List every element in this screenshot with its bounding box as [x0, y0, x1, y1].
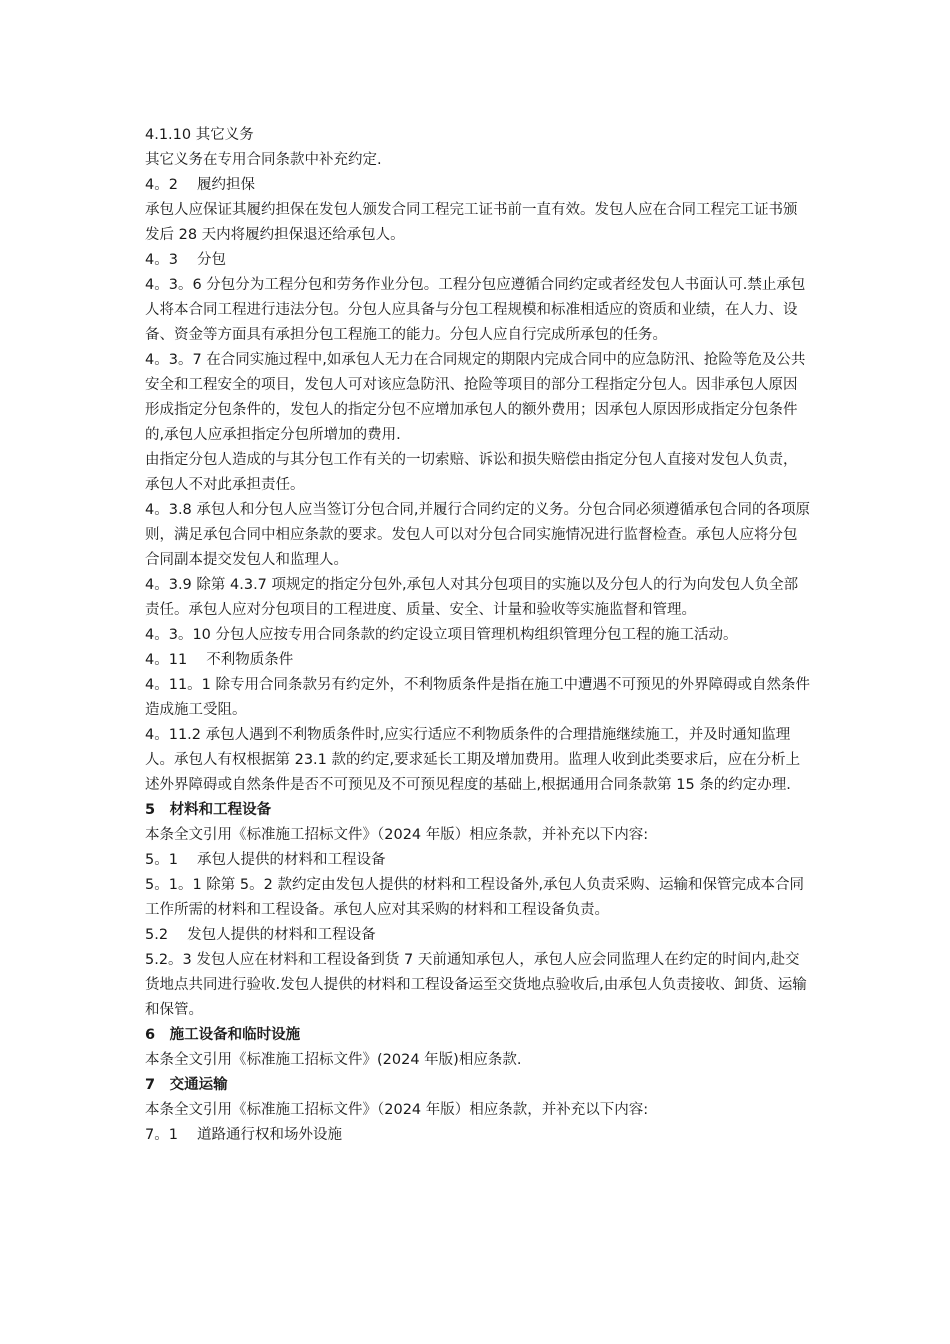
paragraph: 4。11.2 承包人遇到不利物质条件时,应实行适应不利物质条件的合理措施继续施工，并及时通知监理人。承包人有权根据第 23.1 款的约定,要求延长工期及增加费用。监理人收到此类要求后，应在分析上述外界障碍或自然条件是否不可预见及不可预见程度的基础上,根据通用合同条款第 15 条的约定办理. — [145, 727, 801, 793]
paragraph: 由指定分包人造成的与其分包工作有关的一切索赔、诉讼和损失赔偿由指定分包人直接对发包人负责，承包人不对此承担责任。 — [145, 452, 798, 493]
paragraph: 承包人应保证其履约担保在发包人颁发合同工程完工证书前一直有效。发包人应在合同工程完工证书颁发后 28 天内将履约担保退还给承包人。 — [145, 202, 798, 243]
paragraph: 4。3.9 除第 4.3.7 项规定的指定分包外,承包人对其分包项目的实施以及分包人的行为向发包人负全部责任。承包人应对分包项目的工程进度、质量、安全、计量和验收等实施监督和管理。 — [145, 577, 799, 618]
paragraph: 5。1。1 除第 5。2 款约定由发包人提供的材料和工程设备外,承包人负责采购、运输和保管完成本合同工作所需的材料和工程设备。承包人应对其采购的材料和工程设备负责。 — [145, 877, 805, 918]
paragraph: 4。2 履约担保 — [145, 177, 256, 193]
section-heading: 7 交通运输 — [145, 1077, 228, 1093]
paragraph: 4。11 不利物质条件 — [145, 652, 294, 668]
paragraph: 4。11。1 除专用合同条款另有约定外，不利物质条件是指在施工中遭遇不可预见的外界障碍或自然条件造成施工受阻。 — [145, 677, 811, 718]
paragraph: 本条全文引用《标准施工招标文件》（2024 年版）相应条款，并补充以下内容: — [145, 1102, 649, 1118]
paragraph: 5.2 发包人提供的材料和工程设备 — [145, 927, 376, 943]
paragraph: 4。3。6 分包分为工程分包和劳务作业分包。工程分包应遵循合同约定或者经发包人书面认可.禁止承包人将本合同工程进行违法分包。分包人应具备与分包工程规模和标准相适应的资质和业绩，在人力、设备、资金等方面具有承担分包工程施工的能力。分包人应自行完成所承包的任务。 — [145, 277, 806, 343]
section-heading: 6 施工设备和临时设施 — [145, 1027, 301, 1043]
paragraph: 5。1 承包人提供的材料和工程设备 — [145, 852, 386, 868]
section-heading: 5 材料和工程设备 — [145, 802, 272, 818]
paragraph: 4。3.8 承包人和分包人应当签订分包合同,并履行合同约定的义务。分包合同必须遵循承包合同的各项原则，满足承包合同中相应条款的要求。发包人可以对分包合同实施情况进行监督检查。承包人应将分包合同副本提交发包人和监理人。 — [145, 502, 810, 568]
paragraph: 4.1.10 其它义务 — [145, 127, 254, 143]
document-body — [145, 123, 810, 1148]
paragraph: 4。3 分包 — [145, 252, 227, 268]
paragraph: 5.2。3 发包人应在材料和工程设备到货 7 天前通知承包人，承包人应会同监理人在约定的时间内,赴交货地点共同进行验收.发包人提供的材料和工程设备运至交货地点验收后,由承包人负责接收、卸货、运输和保管。 — [145, 952, 807, 1018]
paragraph: 4。3。7 在合同实施过程中,如承包人无力在合同规定的期限内完成合同中的应急防汛、抢险等危及公共安全和工程安全的项目，发包人可对该应急防汛、抢险等项目的部分工程指定分包人。因非承包人原因形成指定分包条件的，发包人的指定分包不应增加承包人的额外费用；因承包人原因形成指定分包条件的,承包人应承担指定分包所增加的费用. — [145, 352, 806, 443]
paragraph: 本条全文引用《标准施工招标文件》（2024 年版）相应条款，并补充以下内容: — [145, 827, 649, 843]
paragraph: 其它义务在专用合同条款中补充约定. — [145, 152, 382, 168]
paragraph: 7。1 道路通行权和场外设施 — [145, 1127, 343, 1143]
paragraph: 本条全文引用《标准施工招标文件》(2024 年版)相应条款. — [145, 1052, 522, 1068]
paragraph: 4。3。10 分包人应按专用合同条款的约定设立项目管理机构组织管理分包工程的施工活动。 — [145, 627, 738, 643]
